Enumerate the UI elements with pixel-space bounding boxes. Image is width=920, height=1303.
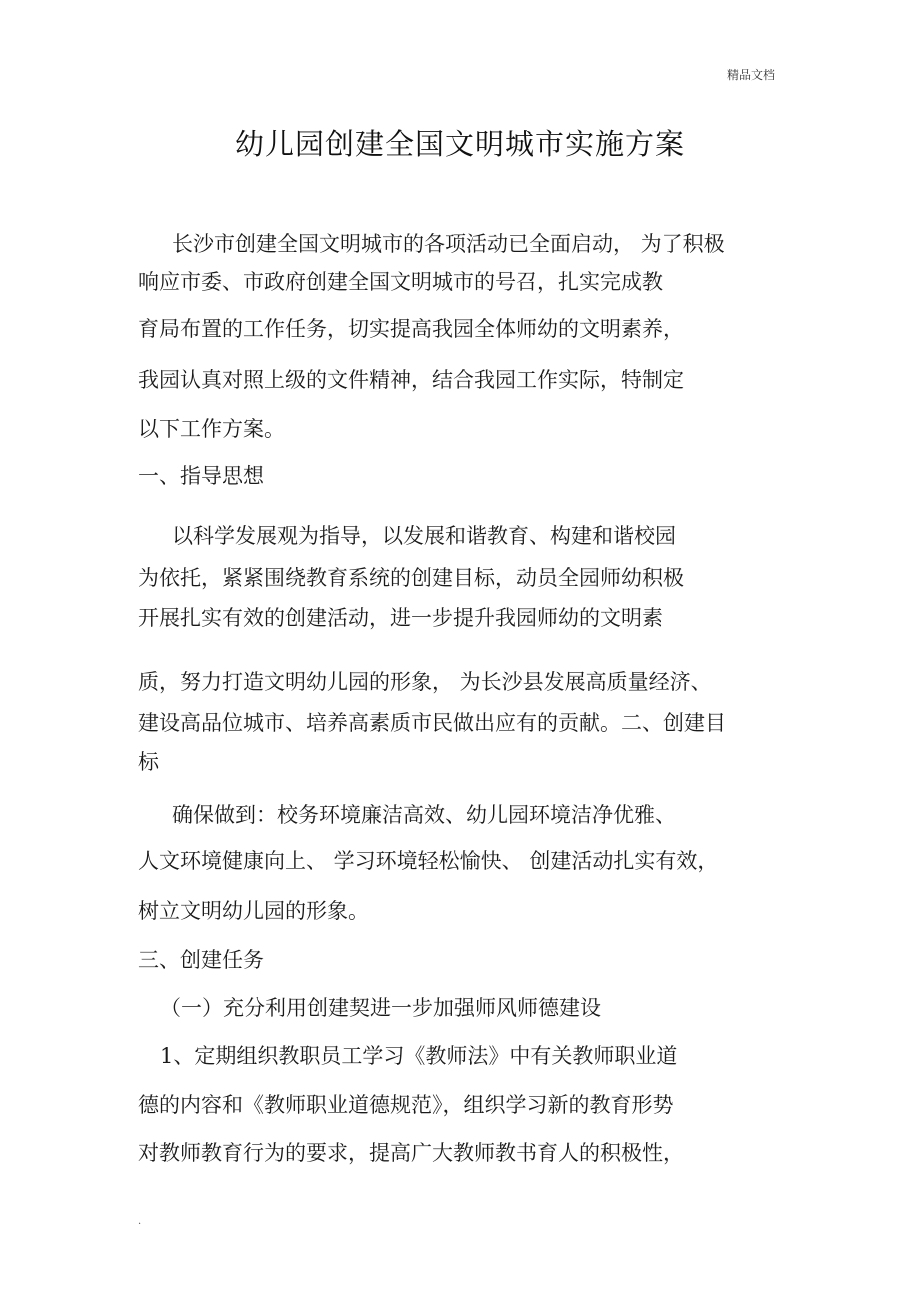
paragraph-line: 确保做到：校务环境廉洁高效、幼儿园环境洁净优雅、 [172,803,676,827]
section-heading: 一、指导思想 [138,464,264,488]
paragraph-line: 我园认真对照上级的文件精神，结合我园工作实际，特制定 [138,368,684,392]
section-heading: 三、创建任务 [138,948,264,972]
paragraph-line: 质，努力打造文明幼儿园的形象， 为长沙县发展高质量经济、 [138,670,712,694]
document-title: 幼儿园创建全国文明城市实施方案 [234,127,685,161]
paragraph-line: 人文环境健康向上、 学习环境轻松愉快、 创建活动扎实有效， [138,849,719,873]
paragraph-line: 德的内容和《教师职业道德规范》，组织学习新的教育形势 [138,1093,674,1117]
header-tag: 精品文档 [726,68,775,82]
paragraph-line: 以科学发展观为指导，以发展和谐教育、构建和谐校园 [172,524,676,548]
paragraph-line: 为依托，紧紧围绕教育系统的创建目标，动员全园师幼积极 [138,566,684,590]
paragraph-line: 开展扎实有效的创建活动，进一步提升我园师幼的文明素 [138,606,663,630]
paragraph-line: 树立文明幼儿园的形象。 [138,899,369,923]
paragraph-line: 1、定期组织教职员工学习《教师法》中有关教师职业道 [160,1044,678,1068]
paragraph-line: 长沙市创建全国文明城市的各项活动已全面启动， 为了积极 [172,232,725,256]
footer-mark: . [138,1216,142,1227]
subsection-heading: （一）充分利用创建契进一步加强师风师德建设 [160,996,601,1020]
paragraph-line: 响应市委、市政府创建全国文明城市的号召，扎实完成教 [138,270,663,294]
paragraph-line: 对教师教育行为的要求，提高广大教师教书育人的积极性， [138,1141,684,1165]
paragraph-line: 标 [138,750,159,774]
paragraph-line: 建设高品位城市、培养高素质市民做出应有的贡献。二、创建目 [138,711,726,735]
paragraph-line: 育局布置的工作任务，切实提高我园全体师幼的文明素养， [138,317,684,341]
paragraph-line: 以下工作方案。 [138,417,285,441]
